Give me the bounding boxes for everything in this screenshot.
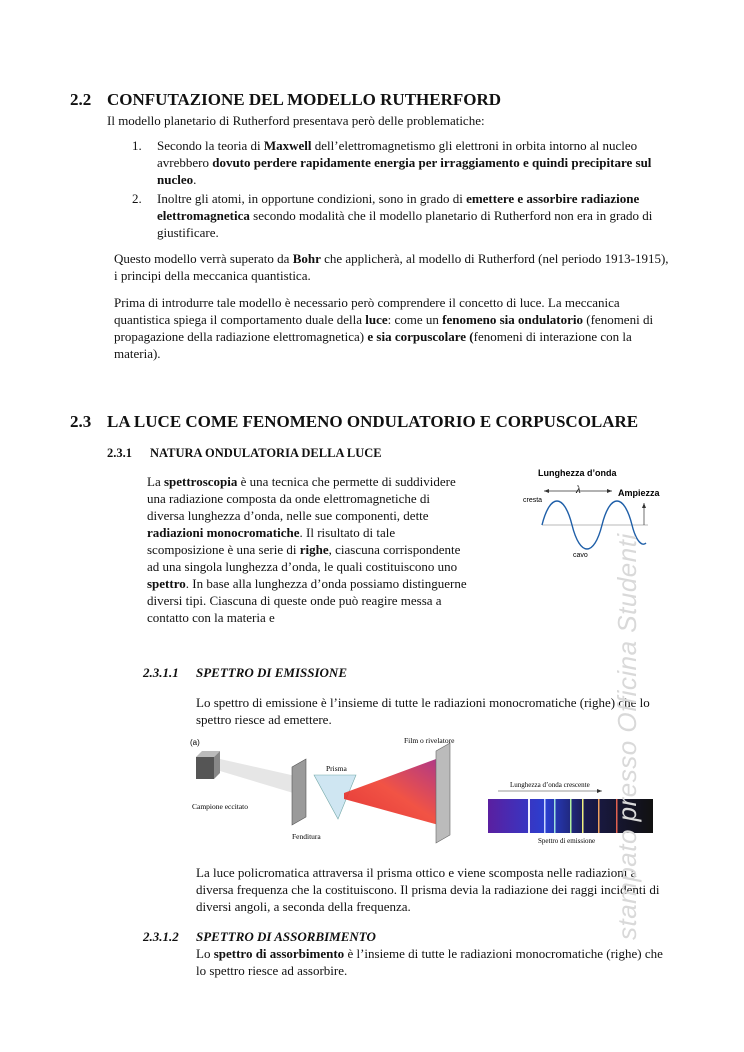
spectral-line	[528, 799, 530, 833]
paragraph-emissione: Lo spettro di emissione è l’insieme di tutte le radiazioni monocromatiche (righe) che lo spettro riesce ad emettere.	[196, 695, 650, 727]
paragraph-luce	[114, 294, 674, 362]
text: .	[193, 172, 197, 187]
bold-text: luce	[365, 312, 388, 327]
paragraph-prisma: La luce policromatica attraversa il prisma ottico e viene scomposta nelle radiazioni a diversa frequenza che la costituiscono. Il prisma devia la radiazione dei raggi incidenti di diversi angoli, a seconda della frequenza.	[196, 865, 660, 914]
figure-tag: (a)	[190, 738, 200, 747]
subsubsection-number: 2.3.1.1	[143, 665, 179, 680]
sample-label	[192, 802, 248, 811]
bold-text: e sia corpuscolare (	[367, 329, 474, 344]
paragraph-assorbimento	[196, 945, 674, 979]
watermark: stampato presso Officina Studenti	[612, 533, 642, 940]
wave-lambda: λ	[576, 484, 581, 496]
bold-text: spettroscopia	[163, 474, 238, 489]
light-beam	[220, 759, 300, 795]
trough-label: cavo	[573, 552, 588, 559]
subsection-number: 2.3.1	[107, 446, 132, 460]
wavelength-arrow-head	[597, 789, 602, 793]
subsubsection-heading-2-3-1-2	[143, 929, 376, 945]
subsubsection-title: SPETTRO DI ASSORBIMENTO	[196, 929, 376, 944]
intro-paragraph: Il modello planetario di Rutherford presentava però delle problematiche:	[107, 113, 485, 128]
text: . Il risultato di tale scomposizione è una serie di	[147, 525, 396, 557]
paragraph-spettroscopia	[147, 473, 469, 626]
sample-box	[196, 757, 214, 779]
text: La	[147, 474, 164, 489]
text: , ciascuna corrispondente ad una singola lunghezza d’onda, le quali costituiscono uno	[147, 542, 461, 574]
section-number: 2.2	[70, 90, 92, 109]
spectral-line	[582, 799, 584, 833]
bold-text: Bohr	[292, 251, 321, 266]
amplitude-label: Ampiezza	[618, 488, 660, 498]
slit-plate	[292, 759, 306, 825]
subsubsection-title: SPETTRO DI EMISSIONE	[196, 665, 347, 680]
text: (fenomeni di propagazione della radiazione elettromagnetica)	[114, 312, 654, 344]
text: Inoltre gli atomi, in opportune condizioni, sono in grado di	[157, 191, 467, 206]
text: secondo modalità che il modello planetario di Rutherford non era in grado di giustificare.	[157, 208, 653, 240]
text: : come un	[387, 312, 443, 327]
spectral-line	[554, 799, 556, 833]
bold-text: righe	[299, 542, 329, 557]
bold-text: radiazioni monocromatiche	[147, 525, 300, 540]
text: Prima di introdurre tale modello è necessario però comprendere il concetto di luce. La meccanica quantistica spiega il comportamento duale della	[114, 295, 620, 327]
wave-title: Lunghezza d’onda	[538, 468, 617, 478]
spectral-line	[544, 799, 546, 833]
text: fenomeni di interazione con la materia).	[114, 329, 632, 361]
sample-label-text: Campione eccitato	[192, 802, 249, 811]
subsubsection-number: 2.3.1.2	[143, 929, 179, 944]
bold-text: spettro di assorbimento	[213, 946, 345, 961]
spectral-line	[570, 799, 572, 833]
section-heading-2-3	[70, 412, 638, 432]
bold-text: Maxwell	[263, 138, 312, 153]
subsubsection-heading-2-3-1-1	[143, 665, 347, 681]
section-heading-2-2	[70, 90, 501, 110]
arrow-head-left	[544, 489, 549, 493]
list-item	[132, 137, 672, 188]
numbered-list	[132, 137, 672, 241]
detector-plate	[436, 743, 450, 843]
spectrum-caption: Spettro di emissione	[538, 837, 596, 845]
text: dell’elettromagnetismo gli elettroni in orbita intorno al nucleo avrebbero	[157, 138, 638, 170]
bold-text: dovuto perdere rapidamente energia per irraggiamento e quindi precipitare sul nucleo	[157, 155, 652, 187]
section-title: LA LUCE COME FENOMENO ONDULATORIO E CORPUSCOLARE	[107, 412, 639, 431]
slit-label: Fenditura	[292, 832, 321, 841]
spectral-line	[598, 799, 600, 833]
section-title: CONFUTAZIONE DEL MODELLO RUTHERFORD	[107, 90, 502, 109]
bold-text: emettere e assorbire radiazione elettromagnetica	[157, 191, 640, 223]
bold-text: spettro	[147, 576, 186, 591]
text: è una tecnica che permette di suddividere una radiazione composta da onde elettromagnetiche di diversa lunghezza d’onda, nelle sue componenti, dette	[147, 474, 456, 523]
crest-label: cresta	[523, 497, 543, 504]
text: è l’insieme di tutte le radiazioni monocromatiche (righe) che lo spettro riesce ad assorbire.	[196, 946, 663, 978]
wavelength-label: Lunghezza d’onda crescente	[510, 781, 590, 789]
film-label: Film o rivelatore	[404, 736, 455, 745]
text: che applicherà, al modello di Rutherford (nel periodo 1913-1915), i principi della meccanica quantistica.	[114, 251, 669, 283]
paragraph-bohr	[114, 250, 670, 284]
bold-text: fenomeno sia ondulatorio	[442, 312, 584, 327]
subsection-title: NATURA ONDULATORIA DELLA LUCE	[150, 446, 382, 460]
subsection-heading-2-3-1	[107, 446, 382, 461]
dispersed-light	[344, 759, 446, 827]
emission-spectrum-figure	[188, 735, 658, 850]
text: Secondo la teoria di	[157, 138, 264, 153]
section-number: 2.3	[70, 412, 92, 431]
arrow-head-right	[607, 489, 612, 493]
text: Lo	[196, 946, 214, 961]
list-item	[132, 190, 672, 241]
text: Questo modello verrà superato da	[114, 251, 293, 266]
list-number: 1.	[132, 138, 142, 153]
list-number: 2.	[132, 191, 142, 206]
amplitude-arrow-head	[642, 503, 646, 508]
prism-label: Prisma	[326, 764, 347, 773]
text: . In base alla lunghezza d’onda possiamo distinguerne diversi tipi. Ciascuna di queste onde può reagire messa a contatto con la materia e	[147, 576, 467, 625]
